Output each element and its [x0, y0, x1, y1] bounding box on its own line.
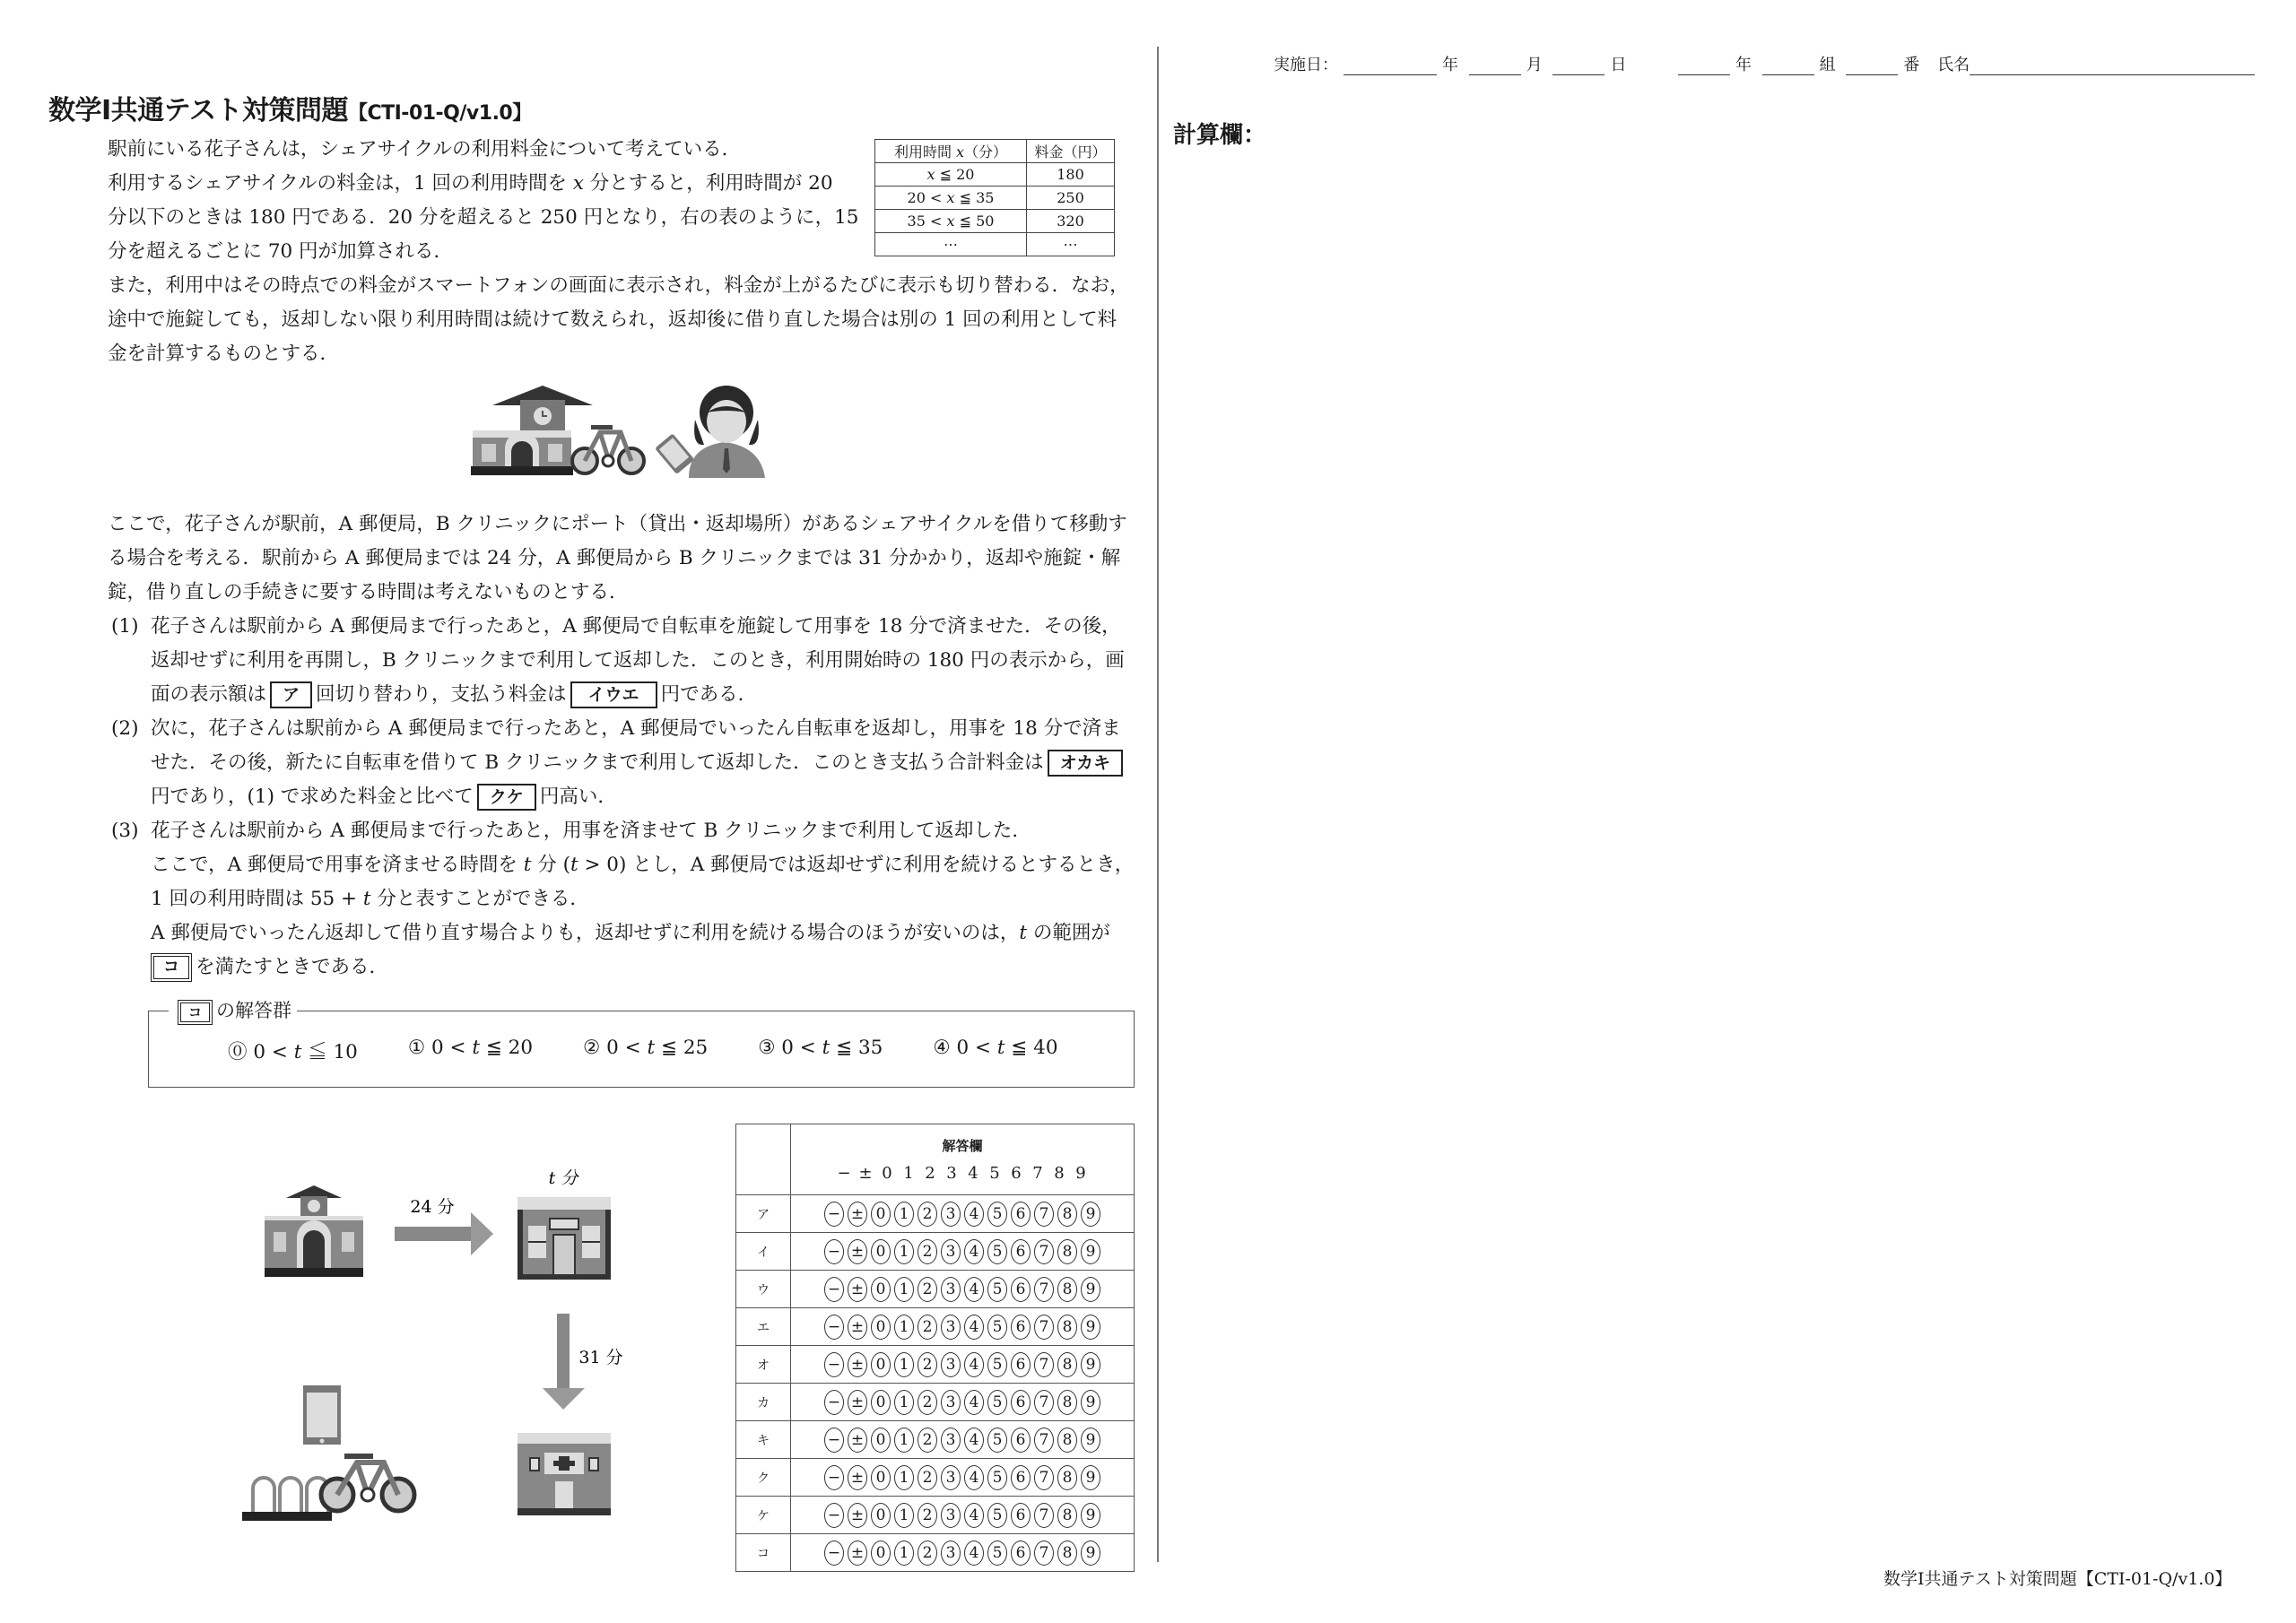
answer-bubble[interactable]: 9 [1081, 1465, 1100, 1490]
answer-row [736, 1384, 1135, 1421]
answer-bubble[interactable]: 8 [1057, 1202, 1077, 1227]
answer-bubble[interactable]: 3 [941, 1352, 961, 1377]
answer-bubble[interactable]: 2 [918, 1352, 937, 1377]
answer-box-kuke: クケ [477, 784, 536, 811]
post-office-icon [517, 1197, 611, 1280]
fee-amount: ⋯ [1027, 233, 1115, 256]
answer-bubble[interactable]: 0 [871, 1202, 891, 1227]
answer-bubble[interactable]: 7 [1034, 1352, 1054, 1377]
answer-bubble[interactable]: 6 [1011, 1541, 1031, 1566]
answer-row-bubbles [791, 1497, 1135, 1534]
answer-sheet-title-cell [791, 1124, 1135, 1195]
answer-bubble[interactable]: 5 [987, 1277, 1007, 1302]
answer-bubble[interactable]: 3 [941, 1239, 961, 1264]
symbol-9: 9 [1075, 1164, 1086, 1183]
q3-line: 花子さんは駅前から A 郵便局まで行ったあと，用事を済ませて B クリニックまで利用して返却した． [151, 820, 1031, 842]
date-month-blank[interactable] [1469, 58, 1521, 75]
answer-bubble[interactable]: − [824, 1277, 844, 1302]
answer-box-ko: コ [151, 953, 192, 982]
answer-bubble[interactable]: 4 [964, 1202, 984, 1227]
answer-bubble[interactable]: 8 [1057, 1239, 1077, 1264]
answer-row-label: キ [736, 1421, 791, 1459]
answer-bubble[interactable]: 8 [1057, 1428, 1077, 1453]
wait-label: 𝑡 分 [548, 1168, 578, 1188]
answer-bubble[interactable]: 1 [894, 1465, 914, 1490]
q1-line: 返却せずに利用を再開し，B クリニックまで利用して返却した．このとき，利用開始時の 180 円の表示から，画 [151, 649, 1125, 672]
smartphone-icon [303, 1385, 341, 1445]
answer-row [736, 1459, 1135, 1497]
answer-row [736, 1421, 1135, 1459]
month-label: 月 [1526, 56, 1543, 74]
leg1-label: 24 分 [410, 1197, 455, 1217]
question-2 [111, 712, 1126, 814]
answer-bubble[interactable]: ± [848, 1465, 867, 1490]
answer-bubble[interactable]: − [824, 1428, 844, 1453]
answer-bubble[interactable]: 9 [1081, 1315, 1100, 1340]
setup-line: ここで，花子さんが駅前，A 郵便局，B クリニックにポート（貸出・返却場所）があるシェアサイクルを借りて移動す [108, 513, 1127, 535]
answer-bubble[interactable]: 8 [1057, 1541, 1077, 1566]
answer-bubble[interactable]: 4 [964, 1352, 984, 1377]
fee-row [875, 233, 1115, 256]
answer-row-label: オ [736, 1346, 791, 1384]
answer-bubble[interactable]: 4 [964, 1390, 984, 1415]
answer-bubble[interactable]: 6 [1011, 1239, 1031, 1264]
answer-bubble[interactable]: 1 [894, 1541, 914, 1566]
answer-bubble[interactable]: 6 [1011, 1390, 1031, 1415]
answer-bubble[interactable]: 8 [1057, 1503, 1077, 1528]
fee-table-header [875, 140, 1115, 163]
answer-bubble[interactable]: 2 [918, 1315, 937, 1340]
page-footer: 数学Ⅰ共通テスト対策問題【CTI-01-Q/v1.0】 [1883, 1569, 2232, 1589]
answer-bubble[interactable]: 9 [1081, 1390, 1100, 1415]
answer-bubble[interactable]: 5 [987, 1541, 1007, 1566]
answer-bubble[interactable]: 5 [987, 1390, 1007, 1415]
answer-bubble[interactable]: 1 [894, 1352, 914, 1377]
answer-sheet-symbols [792, 1164, 1133, 1183]
choice-1: ① 0 < 𝑡 ≦ 20 [407, 1037, 534, 1059]
answer-bubble[interactable]: ± [848, 1541, 867, 1566]
arrow-right-icon [395, 1212, 493, 1255]
setup-paragraph [108, 508, 1127, 610]
answer-bubble[interactable]: 3 [941, 1277, 961, 1302]
symbol-8: 8 [1054, 1164, 1065, 1183]
answer-bubble[interactable]: 8 [1057, 1352, 1077, 1377]
answer-bubble[interactable]: 5 [987, 1428, 1007, 1453]
answer-bubble[interactable]: 6 [1011, 1428, 1031, 1453]
answer-bubble[interactable]: 3 [941, 1428, 961, 1453]
answer-bubble[interactable]: 7 [1034, 1390, 1054, 1415]
answer-bubble[interactable]: 1 [894, 1390, 914, 1415]
answer-bubble[interactable]: 9 [1081, 1202, 1100, 1227]
fee-range: ⋯ [875, 233, 1027, 256]
page-title [48, 88, 532, 127]
station-icon [265, 1185, 363, 1277]
choice-2: ② 0 < 𝑡 ≦ 25 [583, 1037, 709, 1059]
grade-blank[interactable] [1678, 58, 1730, 75]
answer-bubble[interactable]: 8 [1057, 1465, 1077, 1490]
symbol-4: 4 [968, 1164, 978, 1183]
choices-box-ko: コ [178, 1000, 213, 1025]
name-label: 氏名 [1937, 56, 1970, 74]
choices-label [169, 996, 297, 1025]
answer-bubble[interactable]: 0 [871, 1239, 891, 1264]
answer-bubble[interactable]: 8 [1057, 1315, 1077, 1340]
answer-row [736, 1497, 1135, 1534]
answer-row [736, 1308, 1135, 1346]
q3-text: を満たすときである． [196, 956, 389, 978]
answer-bubble[interactable]: ± [848, 1352, 867, 1377]
answer-bubble[interactable]: − [824, 1315, 844, 1340]
answer-bubble[interactable]: − [824, 1541, 844, 1566]
symbol-6: 6 [1011, 1164, 1022, 1183]
answer-bubble[interactable]: 7 [1034, 1541, 1054, 1566]
answer-bubble[interactable]: 2 [918, 1277, 937, 1302]
answer-row-label: イ [736, 1233, 791, 1271]
clinic-icon [517, 1433, 611, 1515]
answer-row-bubbles [791, 1195, 1135, 1233]
q1-text: 円である． [660, 683, 758, 706]
column-divider [1157, 47, 1159, 1562]
fee-range: 20 < 𝑥 ≦ 35 [875, 187, 1027, 210]
answer-bubble[interactable]: ± [848, 1428, 867, 1453]
bicycle-icon [572, 425, 644, 473]
class-blank[interactable] [1762, 58, 1814, 75]
answer-bubble[interactable]: 5 [987, 1465, 1007, 1490]
q1-text: 回切り替わり，支払う料金は [316, 683, 567, 706]
choices-label-text: の解答群 [216, 1000, 292, 1021]
answer-bubble[interactable]: 3 [941, 1315, 961, 1340]
choice-4: ④ 0 < 𝑡 ≦ 40 [933, 1037, 1058, 1059]
question-number: (1) [111, 615, 139, 638]
title-text: 数学Ⅰ共通テスト対策問題 [48, 95, 348, 126]
answer-bubble[interactable]: 7 [1034, 1277, 1054, 1302]
choice-3: ③ 0 < 𝑡 ≦ 35 [758, 1037, 883, 1059]
answer-bubble[interactable]: 1 [894, 1315, 914, 1340]
answer-bubble[interactable]: 9 [1081, 1239, 1100, 1264]
fee-row [875, 210, 1115, 233]
answer-bubble[interactable]: 1 [894, 1277, 914, 1302]
intro-line: 駅前にいる花子さんは，シェアサイクルの利用料金について考えている． [108, 138, 742, 161]
answer-bubble[interactable]: ± [848, 1277, 867, 1302]
symbol-5: 5 [989, 1164, 1000, 1183]
answer-row-bubbles [791, 1271, 1135, 1308]
q2-text: 円であり，(1) で求めた料金と比べて [151, 785, 474, 808]
class-label: 組 [1819, 56, 1836, 74]
question-3 [111, 814, 1134, 985]
answer-box-a: ア [270, 681, 312, 708]
answer-row-label: エ [736, 1308, 791, 1346]
answer-bubble[interactable]: 4 [964, 1315, 984, 1340]
answer-bubble[interactable]: 0 [871, 1315, 891, 1340]
answer-bubble[interactable]: 4 [964, 1541, 984, 1566]
intro-line: 利用するシェアサイクルの料金は，1 回の利用時間を 𝑥 分とすると，利用時間が 20 [108, 172, 833, 195]
answer-bubble[interactable]: 8 [1057, 1390, 1077, 1415]
answer-bubble[interactable]: 2 [918, 1239, 937, 1264]
answer-row-bubbles [791, 1534, 1135, 1572]
answer-bubble[interactable]: 2 [918, 1503, 937, 1528]
answer-bubble[interactable]: 1 [894, 1503, 914, 1528]
answer-bubble[interactable]: 2 [918, 1541, 937, 1566]
q1-line: 花子さんは駅前から A 郵便局まで行ったあと，A 郵便局で自転車を施錠して用事を 18 分で済ませた．その後， [151, 615, 1121, 638]
answer-row [736, 1534, 1135, 1572]
answer-bubble[interactable]: 0 [871, 1277, 891, 1302]
fee-amount: 180 [1027, 163, 1115, 187]
answer-bubble[interactable]: 9 [1081, 1503, 1100, 1528]
answer-bubble[interactable]: 7 [1034, 1202, 1054, 1227]
answer-sheet-corner [736, 1124, 791, 1195]
answer-bubble[interactable]: 6 [1011, 1503, 1031, 1528]
choice-0: ⓪ 0 < 𝑡 ≦ 10 [228, 1041, 358, 1063]
answer-choices-group [148, 1000, 1135, 1088]
answer-row [736, 1195, 1135, 1233]
answer-bubble[interactable]: ± [848, 1239, 867, 1264]
answer-sheet-title: 解答欄 [942, 1138, 983, 1154]
girl-avatar-icon [689, 386, 765, 478]
answer-bubble[interactable]: 9 [1081, 1541, 1100, 1566]
answer-bubble[interactable]: 5 [987, 1202, 1007, 1227]
question-number: (3) [111, 820, 139, 842]
answer-row-bubbles [791, 1421, 1135, 1459]
q2-line: 次に，花子さんは駅前から A 郵便局まで行ったあと，A 郵便局でいったん自転車を返却し，用事を 18 分で済ま [151, 717, 1121, 740]
answer-bubble[interactable]: 3 [941, 1541, 961, 1566]
question-1 [111, 610, 1125, 712]
year-label: 年 [1442, 56, 1458, 74]
answer-row [736, 1233, 1135, 1271]
answer-bubble[interactable]: 4 [964, 1503, 984, 1528]
answer-bubble[interactable]: 2 [918, 1465, 937, 1490]
date-day-blank[interactable] [1552, 58, 1605, 75]
answer-sheet-header [736, 1124, 1135, 1195]
answer-row-label: ケ [736, 1497, 791, 1534]
symbol-plusminus: ± [858, 1164, 873, 1183]
answer-bubble[interactable]: 1 [894, 1239, 914, 1264]
answer-sheet [735, 1124, 1135, 1572]
answer-bubble[interactable]: − [824, 1465, 844, 1490]
leg2-label: 31 分 [578, 1348, 623, 1367]
answer-bubble[interactable]: 0 [871, 1428, 891, 1453]
bike-rack-icon [242, 1478, 332, 1521]
intro-line: 分を超えるごとに 70 円が加算される． [108, 240, 454, 263]
answer-row-bubbles [791, 1308, 1135, 1346]
answer-box-iue: イウエ [570, 681, 657, 708]
fee-row [875, 163, 1115, 187]
answer-bubble[interactable]: 7 [1034, 1465, 1054, 1490]
answer-bubble[interactable]: 4 [964, 1428, 984, 1453]
answer-bubble[interactable]: 6 [1011, 1202, 1031, 1227]
answer-bubble[interactable]: 0 [871, 1465, 891, 1490]
intro-illustration [471, 377, 776, 480]
date-year-blank[interactable] [1344, 58, 1437, 75]
answer-bubble[interactable]: 9 [1081, 1277, 1100, 1302]
answer-bubble[interactable]: ± [848, 1390, 867, 1415]
intro-line: 途中で施錠しても，返却しない限り利用時間は続けて数えられ，返却後に借り直した場合は別の 1 回の利用として料 [108, 308, 1118, 331]
day-label: 日 [1610, 56, 1627, 74]
route-diagram [233, 1157, 628, 1542]
intro-line: また，利用中はその時点での料金がスマートフォンの画面に表示され，料金が上がるたびに表示も切り替わる．なお， [108, 274, 1129, 297]
answer-row [736, 1346, 1135, 1384]
fee-row [875, 187, 1115, 210]
q3-line: ここで，A 郵便局で用事を済ませる時間を 𝑡 分 (𝑡 > 0) とし，A 郵便局では返却せずに利用を続けるとするとき， [151, 854, 1135, 876]
answer-row-label: ア [736, 1195, 791, 1233]
answer-bubble[interactable]: 4 [964, 1465, 984, 1490]
answer-row-bubbles [791, 1233, 1135, 1271]
answer-bubble[interactable]: − [824, 1202, 844, 1227]
fee-amount: 320 [1027, 210, 1115, 233]
intro-line: 金を計算するものとする． [108, 343, 340, 365]
fee-range: 𝑥 ≦ 20 [875, 163, 1027, 187]
answer-bubble[interactable]: 6 [1011, 1315, 1031, 1340]
answer-bubble[interactable]: 7 [1034, 1428, 1054, 1453]
header-time: 利用時間 𝑥（分） [875, 140, 1027, 163]
answer-bubble[interactable]: 1 [894, 1428, 914, 1453]
answer-bubble[interactable]: − [824, 1503, 844, 1528]
answer-bubble[interactable]: 4 [964, 1277, 984, 1302]
number-blank[interactable] [1846, 58, 1898, 75]
answer-bubble[interactable]: 6 [1011, 1277, 1031, 1302]
q1-text: 面の表示額は [151, 683, 267, 706]
answer-bubble[interactable]: 3 [941, 1202, 961, 1227]
symbol-2: 2 [925, 1164, 935, 1183]
answer-bubble[interactable]: 5 [987, 1315, 1007, 1340]
answer-bubble[interactable]: 6 [1011, 1352, 1031, 1377]
answer-bubble[interactable]: ± [848, 1202, 867, 1227]
header-fee: 料金（円） [1027, 140, 1115, 163]
answer-row [736, 1271, 1135, 1308]
answer-bubble[interactable]: 7 [1034, 1315, 1054, 1340]
setup-line: る場合を考える．駅前から A 郵便局までは 24 分，A 郵便局から B クリニックまでは 31 分かかり，返却や施錠・解 [108, 547, 1121, 569]
answer-bubble[interactable]: 4 [964, 1239, 984, 1264]
q2-text: 円高い． [539, 785, 617, 808]
symbol-7: 7 [1032, 1164, 1043, 1183]
answer-bubble[interactable]: 9 [1081, 1352, 1100, 1377]
intro-line: 分以下のときは 180 円である．20 分を超えると 250 円となり，右の表のように，15 [108, 206, 859, 229]
setup-line: 錠，借り直しの手続きに要する時間は考えないものとする． [108, 581, 629, 603]
question-number: (2) [111, 717, 139, 740]
calc-area-label: 計算欄： [1173, 122, 1267, 149]
answer-bubble[interactable]: 0 [871, 1390, 891, 1415]
answer-bubble[interactable]: 5 [987, 1352, 1007, 1377]
number-label: 番 [1903, 56, 1920, 74]
answer-bubble[interactable]: − [824, 1239, 844, 1264]
answer-sheet-rows [736, 1195, 1135, 1572]
answer-bubble[interactable]: 3 [941, 1503, 961, 1528]
answer-bubble[interactable]: ± [848, 1503, 867, 1528]
fee-amount: 250 [1027, 187, 1115, 210]
answer-row-bubbles [791, 1346, 1135, 1384]
answer-box-okaki: オカキ [1048, 750, 1123, 777]
answer-bubble[interactable]: 2 [918, 1202, 937, 1227]
answer-bubble[interactable]: 8 [1057, 1277, 1077, 1302]
answer-row-label: ク [736, 1459, 791, 1497]
answer-bubble[interactable]: 7 [1034, 1503, 1054, 1528]
answer-bubble[interactable]: 9 [1081, 1428, 1100, 1453]
smartphone-icon [655, 433, 694, 474]
answer-bubble[interactable]: 2 [918, 1390, 937, 1415]
answer-bubble[interactable]: 0 [871, 1541, 891, 1566]
symbol-3: 3 [946, 1164, 957, 1183]
title-code: 【CTI-01-Q/v1.0】 [347, 102, 532, 125]
bicycle-icon [321, 1454, 414, 1511]
answer-bubble[interactable]: 5 [987, 1239, 1007, 1264]
answer-bubble[interactable]: 2 [918, 1428, 937, 1453]
answer-row-label: ウ [736, 1271, 791, 1308]
q3-line: 1 回の利用時間は 55 + 𝑡 分と表すことができる． [151, 888, 589, 910]
answer-row-label: カ [736, 1384, 791, 1421]
name-blank[interactable] [1970, 58, 2255, 75]
date-label: 実施日： [1274, 56, 1338, 74]
q2-text: せた．その後，新たに自転車を借りて B クリニックまで利用して返却した．このとき支払う合計料金は [151, 751, 1044, 774]
student-info-line [1274, 52, 2260, 75]
answer-bubble[interactable]: − [824, 1352, 844, 1377]
answer-bubble[interactable]: ± [848, 1315, 867, 1340]
answer-bubble[interactable]: 5 [987, 1503, 1007, 1528]
answer-row-bubbles [791, 1384, 1135, 1421]
answer-bubble[interactable]: 3 [941, 1465, 961, 1490]
grade-label: 年 [1735, 56, 1752, 74]
choices-row [228, 1037, 1058, 1064]
q3-line: A 郵便局でいったん返却して借り直す場合よりも，返却せずに利用を続ける場合のほうが安いのは，𝑡 の範囲が [151, 922, 1110, 944]
answer-row-bubbles [791, 1459, 1135, 1497]
answer-bubble[interactable]: 6 [1011, 1465, 1031, 1490]
answer-bubble[interactable]: 0 [871, 1352, 891, 1377]
symbol-minus: − [837, 1164, 851, 1183]
fee-table [874, 139, 1115, 256]
symbol-0: 0 [882, 1164, 892, 1183]
fee-range: 35 < 𝑥 ≦ 50 [875, 210, 1027, 233]
answer-bubble[interactable]: 1 [894, 1202, 914, 1227]
answer-bubble[interactable]: 3 [941, 1390, 961, 1415]
answer-row-label: コ [736, 1534, 791, 1572]
answer-bubble[interactable]: 7 [1034, 1239, 1054, 1264]
symbol-1: 1 [903, 1164, 914, 1183]
answer-bubble[interactable]: 0 [871, 1503, 891, 1528]
answer-bubble[interactable]: − [824, 1390, 844, 1415]
